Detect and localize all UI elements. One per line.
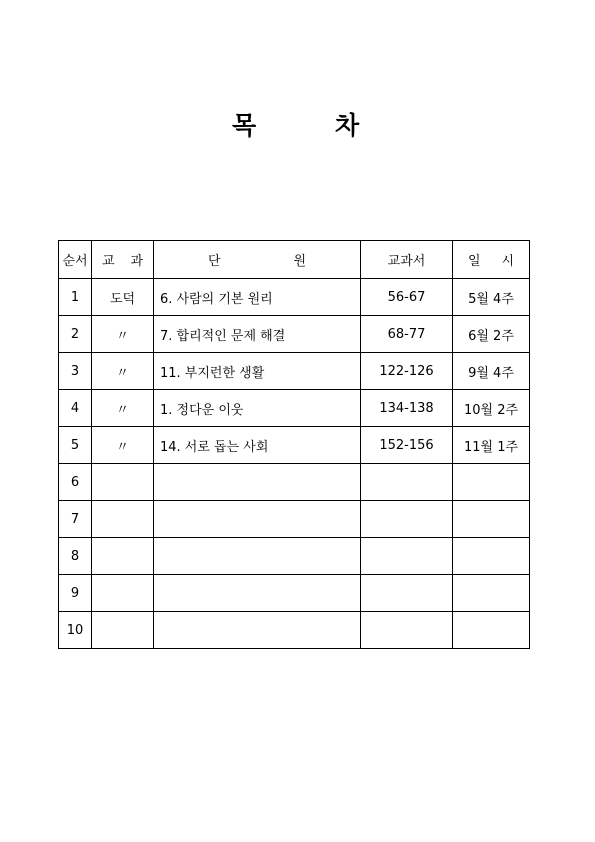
table-row: [59, 353, 530, 390]
header-unit-char-2: 원: [293, 254, 306, 269]
cell-unit: [154, 501, 361, 538]
cell-subject: [92, 538, 154, 575]
header-pages: 교과서: [361, 241, 453, 279]
cell-subject: [92, 612, 154, 649]
cell-pages: 56-67: [361, 279, 453, 316]
header-date-char-1: 일: [468, 254, 481, 269]
header-subject-char-1: 교: [102, 254, 115, 269]
title-char-1: 목: [232, 111, 257, 140]
cell-subject: 〃: [92, 390, 154, 427]
cell-pages: 122-126: [361, 353, 453, 390]
cell-unit: [154, 575, 361, 612]
cell-date: 6월 2주: [453, 316, 530, 353]
cell-no: 7: [59, 501, 92, 538]
cell-date: 10월 2주: [453, 390, 530, 427]
header-subject: [92, 241, 154, 279]
table-row: [59, 427, 530, 464]
table-row: [59, 612, 530, 649]
table-row: [59, 390, 530, 427]
table-row: [59, 501, 530, 538]
cell-no: 9: [59, 575, 92, 612]
cell-no: 4: [59, 390, 92, 427]
cell-no: 5: [59, 427, 92, 464]
cell-pages: 134-138: [361, 390, 453, 427]
cell-pages: 68-77: [361, 316, 453, 353]
cell-pages: 152-156: [361, 427, 453, 464]
page-title: [0, 108, 595, 148]
cell-subject: [92, 464, 154, 501]
cell-date: [453, 464, 530, 501]
header-date: [453, 241, 530, 279]
header-row: [59, 241, 530, 279]
cell-unit: [154, 612, 361, 649]
table-row: [59, 538, 530, 575]
cell-unit: 11. 부지런한 생활: [154, 353, 361, 390]
cell-subject: [92, 501, 154, 538]
contents-table: [58, 240, 530, 649]
cell-unit: 14. 서로 돕는 사회: [154, 427, 361, 464]
table-row: [59, 464, 530, 501]
table-row: [59, 316, 530, 353]
cell-subject: 〃: [92, 353, 154, 390]
cell-date: [453, 538, 530, 575]
cell-no: 2: [59, 316, 92, 353]
cell-pages: [361, 612, 453, 649]
table-row: [59, 575, 530, 612]
cell-date: [453, 575, 530, 612]
cell-date: [453, 501, 530, 538]
cell-unit: [154, 538, 361, 575]
table-row: [59, 279, 530, 316]
cell-unit: [154, 464, 361, 501]
cell-pages: [361, 575, 453, 612]
cell-unit: 7. 합리적인 문제 해결: [154, 316, 361, 353]
cell-subject: 〃: [92, 316, 154, 353]
cell-unit: 6. 사람의 기본 원리: [154, 279, 361, 316]
cell-pages: [361, 501, 453, 538]
cell-subject: 〃: [92, 427, 154, 464]
cell-date: 9월 4주: [453, 353, 530, 390]
header-unit-char-1: 단: [208, 254, 221, 269]
cell-no: 1: [59, 279, 92, 316]
cell-date: [453, 612, 530, 649]
cell-pages: [361, 464, 453, 501]
cell-subject: [92, 575, 154, 612]
cell-pages: [361, 538, 453, 575]
header-no: 순서: [59, 241, 92, 279]
cell-no: 8: [59, 538, 92, 575]
title-char-2: 차: [335, 111, 360, 140]
cell-date: 5월 4주: [453, 279, 530, 316]
cell-unit: 1. 정다운 이웃: [154, 390, 361, 427]
header-subject-char-2: 과: [130, 254, 143, 269]
cell-no: 6: [59, 464, 92, 501]
cell-date: 11월 1주: [453, 427, 530, 464]
cell-subject: 도덕: [92, 279, 154, 316]
cell-no: 3: [59, 353, 92, 390]
header-unit: [154, 241, 361, 279]
header-date-char-2: 시: [501, 254, 514, 269]
cell-no: 10: [59, 612, 92, 649]
